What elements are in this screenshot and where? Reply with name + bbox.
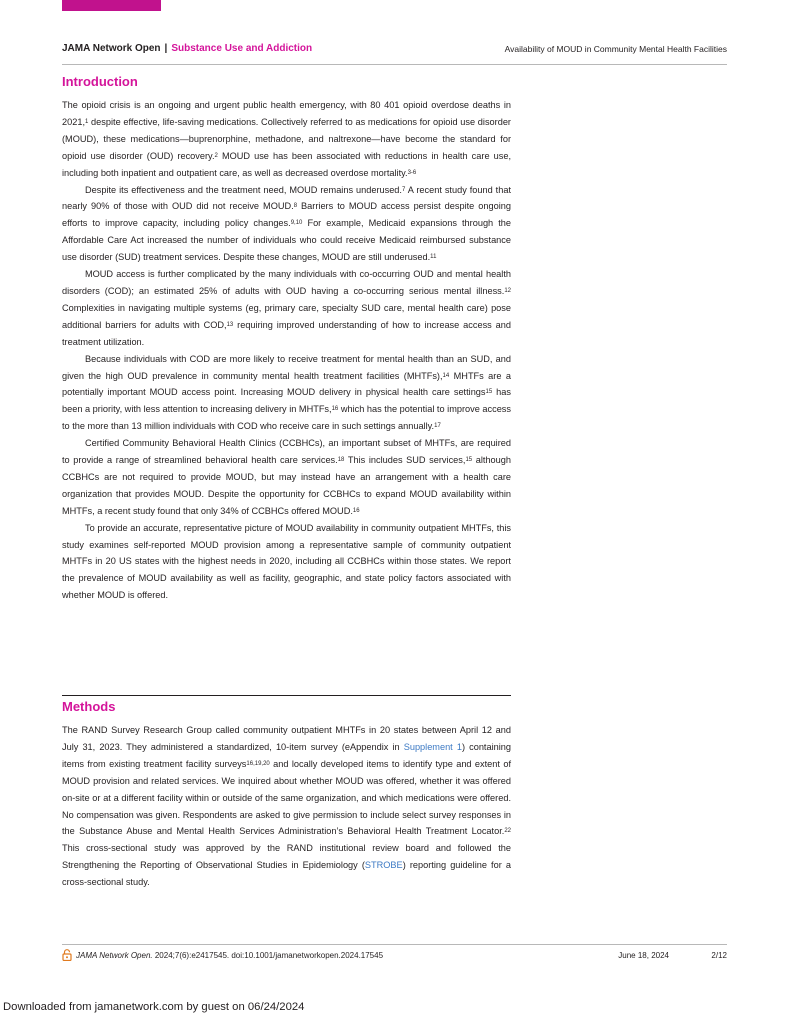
intro-paragraph-3 [62,266,511,351]
running-title: Availability of MOUD in Community Mental Health Facilities [504,44,727,54]
text-run: MOUD access is further complicated by the many individuals with co-occurring OUD and mental health disorders (COD); an estimated 25% of adults with OUD having a co-occurring serious mental illness. [62,269,511,296]
text-run: requiring improved understanding of how to increase access and treatment utilization. [62,319,511,347]
introduction-body [62,97,511,604]
header-rule [62,64,727,65]
methods-body [62,722,511,891]
reference-citation: 18 [337,457,345,464]
text-run: Certified Community Behavioral Health Clinics (CCBHCs), an important subset of MHTFs, are required to provide a range of streamlined behavioral health care services. [62,438,511,466]
reference-citation: 15 [485,389,493,396]
section-name: Substance Use and Addiction [171,43,313,54]
download-stamp: Downloaded from jamanetwork.com by guest on 06/24/2024 [3,1001,305,1013]
reference-citation: 15 [465,457,473,464]
reference-citation: 12 [504,287,511,294]
intro-paragraph-6 [62,520,511,605]
text-run: A recent study found that nearly 90% of those with OUD did not receive MOUD. [62,184,512,212]
text-run: This includes SUD services, [344,455,466,466]
text-run: For example, Medicaid expansions through the Affordable Care Act increased the number of individuals who could receive Medicaid reimbursed substance use disorder (SUD) treatment services. Despite these changes, MOUD are still underused. [62,218,512,263]
text-run: has been a priority, with less attention to increasing delivery in MHTFs, [62,387,511,415]
journal-color-bar [62,0,161,11]
header-separator: | [164,43,168,54]
strobe-link[interactable]: STROBE [364,860,403,871]
page-number: 2/12 [711,951,727,960]
text-run: Because individuals with COD are more likely to receive treatment for mental health than an SUD, and given the high OUD prevalence in community mental health treatment facilities (MHTFs), [62,353,511,381]
reference-citation: 1 [85,118,89,125]
supplement-link[interactable]: Supplement 1 [403,741,462,752]
text-run: MOUD use has been associated with reductions in health care use, including both inpatient and outpatient care, as well as decreased overdose mortality. [62,150,511,178]
page-footer [62,949,727,963]
text-run: and locally developed items to identify type and extent of MOUD provision and related services. We inquired about whether MOUD was offered, whether it was offered on-site or at a different facility within or outside of the same organization, and which medications were offered. No compensation was given. Respondents are asked to give permission to include select survey responses in the Substance Abuse and Mental Health Services Administration’s Behavioral Health Treatment Locator. [62,758,511,837]
reference-citation: 16 [331,406,339,413]
reference-citation: 16 [352,507,360,514]
reference-citation: 3-6 [407,169,417,176]
text-run: ) containing items from existing treatment facility surveys [62,741,512,769]
reference-citation: 9,10 [290,220,303,227]
journal-name: JAMA Network Open [62,43,161,54]
reference-citation: 11 [430,254,437,261]
intro-paragraph-1 [62,97,511,182]
footer-date: June 18, 2024 [618,951,669,960]
intro-paragraph-2 [62,182,511,267]
reference-citation: 7 [401,186,406,193]
reference-citation: 16,19,20 [246,760,270,767]
methods-paragraph-1 [62,722,511,891]
text-run: which has the potential to improve access to the more than 13 million individuals with COD who receive care in such settings annually. [62,404,511,432]
footer-citation [76,951,383,960]
text-run: To provide an accurate, representative picture of MOUD availability in community outpatient MHTFs, this study examines self-reported MOUD provision among a representative sample of community outpatient MHTFs in 20 US states with the highest needs in 2020, including all CCBHCs within those states. We report the prevalence of MOUD availability as well as facility, geographic, and state policy factors associated with whether MOUD is offered. [62,522,511,601]
reference-citation: 17 [434,423,441,430]
introduction-heading: Introduction [62,74,138,89]
text-run: Complexities in navigating multiple systems (eg, primary care, specialty SUD care, mental health care) pose additional barriers for adults with COD, [62,302,511,330]
text-run: The RAND Survey Research Group called community outpatient MHTFs in 20 states between April 12 and July 31, 2023. They administered a standardized, 10-item survey (eAppendix in [62,725,511,752]
intro-paragraph-5 [62,435,511,520]
footer-citation-details: 2024;7(6):e2417545. doi:10.1001/jamanetworkopen.2024.17545 [152,951,384,960]
footer-rule [62,944,727,945]
text-run: The opioid crisis is an ongoing and urgent public health emergency, with 80 401 opioid overdose deaths in 2021, [62,100,511,127]
text-run: despite effective, life-saving medications. Collectively referred to as medications for opioid use disorder (MOUD), these medications—buprenorphine, methadone, and naltrexone—have become the standard for opioid use disorder (OUD) recovery. [62,116,511,161]
reference-citation: 13 [226,321,234,328]
open-access-lock-icon [62,949,72,961]
reference-citation: 8 [293,203,298,210]
text-run: This cross-sectional study was approved by the RAND institutional review board and followed the Strengthening the Reporting of Observational Studies in Epidemiology ( [62,843,511,871]
text-run: MHTFs are a potentially important MOUD access point. Increasing MOUD delivery in physical health care settings [62,370,511,398]
text-run: Barriers to MOUD access persist despite ongoing efforts to improve capacity, including policy changes. [62,201,511,229]
footer-journal: JAMA Network Open. [76,951,153,960]
methods-rule [62,695,511,696]
text-run: Despite its effectiveness and the treatment need, MOUD remains underused. [85,184,402,195]
text-run: although CCBHCs are not required to provide MOUD, but may instead have an arrangement with a health care organization that provides MOUD. Despite the opportunity for CCBHCs to expand MOUD availability within MHTFs, a recent study found that only 34% of CCBHCs offered MOUD. [62,455,511,516]
reference-citation: 22 [504,828,511,835]
page-header [62,43,727,57]
methods-heading: Methods [62,699,116,714]
reference-citation: 2 [214,152,218,159]
reference-citation: 14 [442,372,450,379]
text-run: ) reporting guideline for a cross-sectional study. [62,860,511,888]
intro-paragraph-4 [62,351,511,436]
